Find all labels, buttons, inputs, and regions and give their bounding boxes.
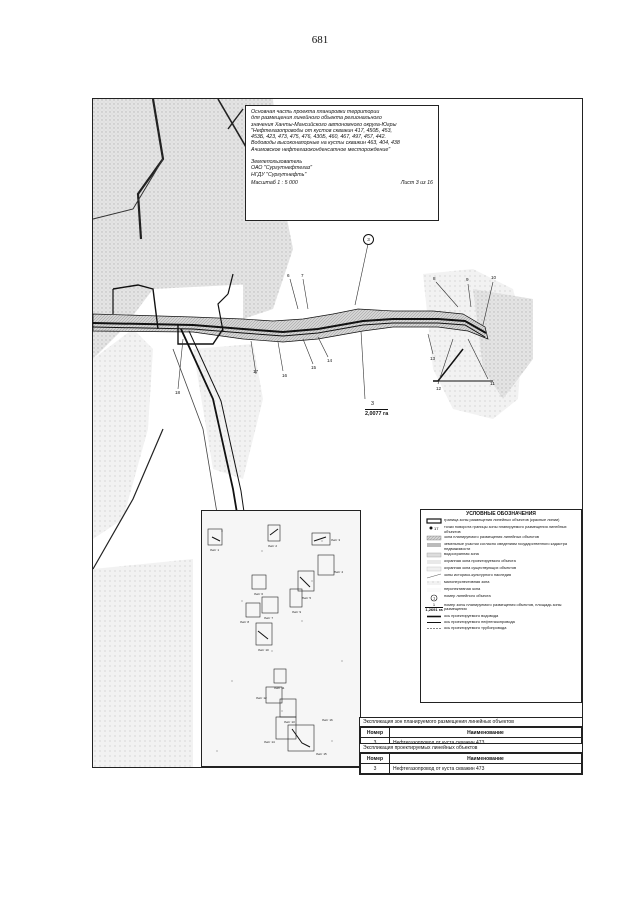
legend-item: охранная зона проектируемого объекта — [421, 559, 581, 565]
point-label-13: 13 — [430, 356, 436, 361]
point-label-9: 9 — [466, 277, 469, 282]
legend-area: 1,2691 га — [425, 607, 443, 613]
title-block — [245, 105, 439, 221]
overview-sheet-label: Лист 6 — [254, 592, 264, 596]
point-label-10: 10 — [491, 275, 497, 280]
zone-area-callout — [365, 401, 389, 417]
client-line: ОАО "Сургутнефтегаз" — [251, 165, 313, 172]
object-number-circle: 3 — [363, 234, 374, 245]
legend-item: 17 точки поворота границы зоны планируемого размещения линейных объектов — [421, 525, 581, 534]
objects-table-caption: Экспликация проектируемых линейных объектов — [360, 744, 582, 753]
legend-item: перспективная зона — [421, 587, 581, 593]
legend-item: ось проектируемого трубопровода — [444, 624, 507, 630]
point-label-12: 12 — [436, 386, 442, 391]
point-label-7: 7 — [301, 273, 304, 278]
overview-sheet-label: Лист 12 — [256, 696, 267, 700]
page-number: 681 — [311, 34, 329, 46]
overview-sheet-label: Лист 10 — [258, 648, 269, 652]
legend-item: 1 номер линейного объекта — [433, 593, 491, 601]
point-label-16: 16 — [282, 373, 288, 378]
overview-sheet-label: Лист 9 — [292, 610, 302, 614]
overview-sheet-label: Лист 15 — [316, 752, 327, 756]
title-line: 453Б, 423, 473, 475, 476, 430Б, 460, 467, 497, 457, 442. — [251, 134, 387, 141]
legend-item: земельные участки согласно сведениям государственного кадастра недвижимости — [421, 542, 581, 551]
legend-item: водоохранная зона — [421, 552, 581, 558]
client-label: Землепользователь — [251, 159, 303, 166]
zones-table-caption: Экспликация зон планируемого размещения линейных объектов — [360, 718, 582, 727]
sheet-label: Лист 3 из 16 — [400, 179, 433, 186]
client-line: НГДУ "Сургутнефть" — [251, 171, 307, 178]
title-line: "Нефтегазопроводы от кустов скважин 417, 450Б, 453, — [251, 127, 393, 134]
scale-label: Масштаб 1 : 5 000 — [251, 179, 298, 186]
legend-item: зоны историко-культурного наследия — [421, 573, 581, 579]
zones-table-header: Наименование — [390, 728, 582, 738]
overview-sheet-label: Лист 11 — [274, 686, 285, 690]
overview-sheet-label: Лист 13 — [284, 720, 295, 724]
objects-table — [359, 743, 583, 775]
point-label-6: 6 — [287, 273, 290, 278]
point-label-11: 11 — [490, 381, 495, 386]
legend-number: 1 — [432, 602, 436, 608]
overview-sheet-label: Лист 1 — [210, 548, 220, 552]
legend-item: граница зоны размещения линейных объектов (красные линии) — [421, 518, 581, 524]
legend-item: охранная зона существующих объектов — [421, 566, 581, 572]
title-line: для размещения линейного объекта регионального — [251, 115, 382, 122]
legend-item: ось проектируемого водовода — [444, 612, 499, 618]
point-label-15: 15 — [311, 365, 317, 370]
point-label-14: 14 — [327, 358, 333, 363]
overview-sheet-label: Лист 5 — [302, 596, 312, 600]
legend-item: 1 1,2691 га номер зоны планируемого размещения объектов, площадь зоны размещения — [425, 602, 562, 613]
map-sheet — [92, 98, 583, 772]
overview-sheet-label: Лист 2 — [268, 544, 278, 548]
title-line: Водоводы высоконапорные на кусты скважин 463, 404, 438 — [251, 140, 400, 147]
legend-item: зона планируемого размещения линейных объектов — [421, 535, 581, 541]
overview-sheet-label: Лист 14 — [264, 740, 275, 744]
svg-text:17: 17 — [434, 526, 439, 532]
legend-item: ось проектируемого нефтегазопровода — [444, 618, 515, 624]
title-line: значения Ханты-Мансийского автономного округа-Югры — [251, 121, 397, 128]
overview-sheet-label: Лист 8 — [240, 620, 250, 624]
svg-text:1: 1 — [433, 595, 436, 601]
point-label-18: 18 — [175, 390, 181, 395]
overview-sheet-label: Лист 16 — [322, 718, 333, 722]
overview-map — [201, 510, 361, 767]
point-label-8: 8 — [433, 276, 436, 281]
zone-area: 2,0077 га — [365, 411, 389, 417]
legend — [420, 509, 582, 703]
overview-map-drawing — [202, 511, 360, 766]
legend-title: УСЛОВНЫЕ ОБОЗНАЧЕНИЯ — [466, 511, 536, 517]
overview-sheet-label: Лист 3 — [331, 538, 341, 542]
objects-table-header: Наименование — [390, 754, 582, 764]
zone-number: 3 — [371, 401, 374, 407]
table-row: 3 Нефтегазопровод от куста скважин 473 — [361, 764, 582, 774]
overview-sheet-label: Лист 4 — [334, 570, 344, 574]
title-line: Основная часть проекта планировки территории — [251, 109, 380, 115]
legend-item: малоперспективная зона — [421, 580, 581, 586]
overview-sheet-label: Лист 7 — [264, 616, 274, 620]
title-line: Ачимовское нефтегазоконденсатное месторождение" — [251, 146, 391, 153]
objects-table-header: Номер — [361, 754, 390, 764]
point-label-17: 17 — [253, 369, 259, 374]
zones-table-header: Номер — [361, 728, 390, 738]
